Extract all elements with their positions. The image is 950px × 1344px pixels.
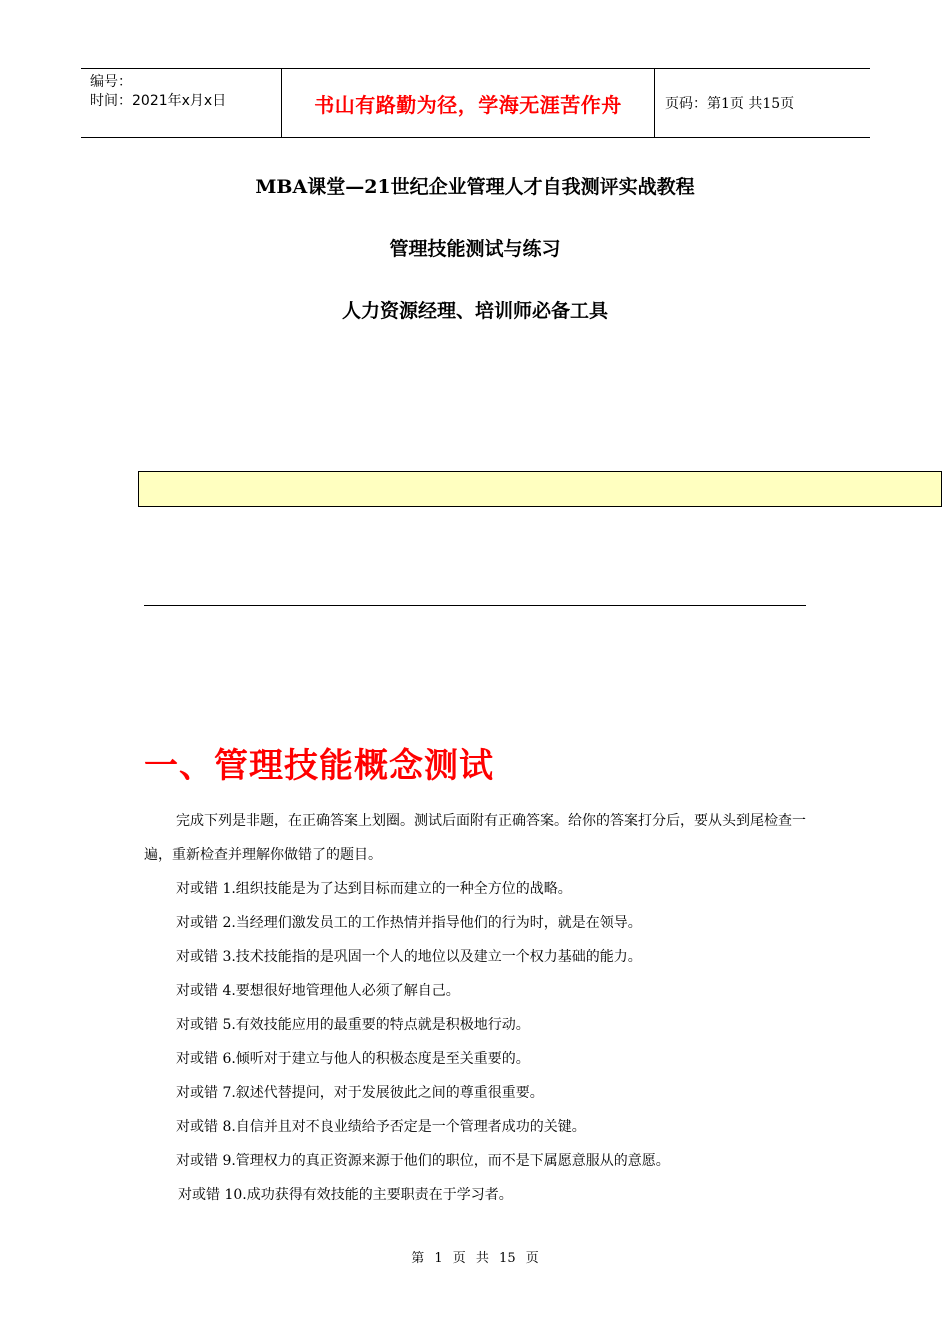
- page-footer: 第 1 页 共 15 页: [411, 1251, 539, 1266]
- question-item: 对或错 8.自信并且对不良业绩给予否定是一个管理者成功的关键。: [176, 1119, 586, 1135]
- question-item: 对或错 1.组织技能是为了达到目标而建立的一种全方位的战略。: [176, 881, 572, 897]
- question-item: 对或错 5.有效技能应用的最重要的特点就是积极地行动。: [176, 1017, 530, 1033]
- audience-title: 人力资源经理、培训师必备工具: [341, 300, 608, 322]
- divider-line: [144, 605, 806, 606]
- question-item: 对或错 2.当经理们激发员工的工作热情并指导他们的行为时，就是在领导。: [176, 915, 642, 931]
- main-title: MBA课堂—21世纪企业管理人才自我测评实战教程: [255, 176, 695, 198]
- header-table: [81, 68, 870, 138]
- document-time: 时间：2021年x月x日: [90, 93, 227, 109]
- question-list: [176, 872, 670, 1212]
- section-intro: 完成下列是非题，在正确答案上划圈。测试后面附有正确答案。给你的答案打分后，要从头到尾检查一遍，重新检查并理解你做错了的题目。: [144, 813, 806, 863]
- question-item: 对或错 6.倾听对于建立与他人的积极态度是至关重要的。: [176, 1051, 530, 1067]
- question-item: 对或错 3.技术技能指的是巩固一个人的地位以及建立一个权力基础的能力。: [176, 949, 642, 965]
- header-meta-cell: [81, 69, 282, 137]
- highlight-box: [138, 471, 942, 507]
- header-page-info: 页码：第1页 共15页: [665, 96, 795, 112]
- question-item: 对或错 9.管理权力的真正资源来源于他们的职位，而不是下属愿意服从的意愿。: [176, 1153, 670, 1169]
- question-item: 对或错 10.成功获得有效技能的主要职责在于学习者。: [178, 1187, 513, 1203]
- section-title: 一、管理技能概念测试: [144, 746, 494, 786]
- document-number-label: 编号：: [90, 74, 132, 90]
- header-motto: 书山有路勤为径，学海无涯苦作舟: [282, 69, 655, 137]
- sub-title: 管理技能测试与练习: [389, 238, 561, 260]
- question-item: 对或错 7.叙述代替提问，对于发展彼此之间的尊重很重要。: [176, 1085, 544, 1101]
- question-item: 对或错 4.要想很好地管理他人必须了解自己。: [176, 983, 460, 999]
